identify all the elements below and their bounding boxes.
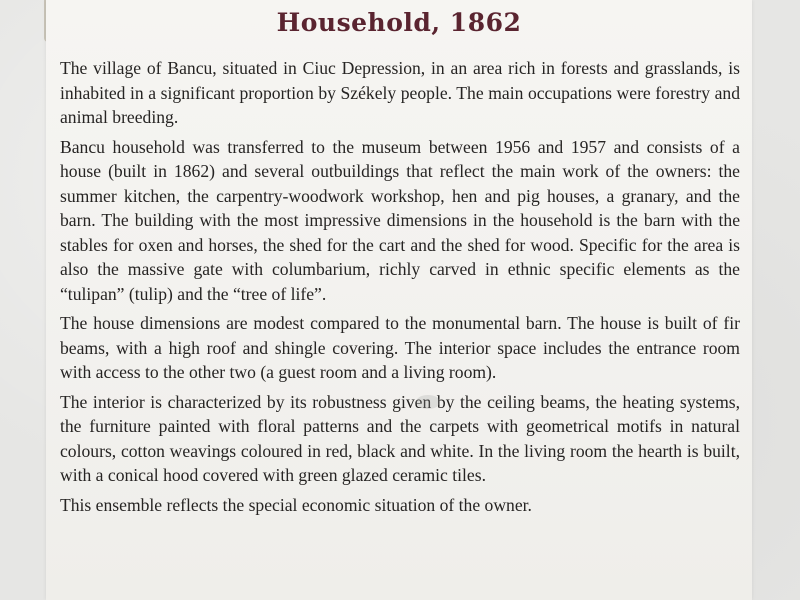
paragraph-interior: The interior is characterized by its robustness given by the ceiling beams, the heating systems, the furniture painted with floral patterns and the carpets with geometrical motifs in natural colours, cotton weavings coloured in red, black and white. In the living room the hearth is built, with a conical hood covered with green glazed ceramic tiles. <box>60 391 740 485</box>
smudge-mark <box>416 395 440 409</box>
panel-body <box>60 56 740 522</box>
paragraph-household: Bancu household was transferred to the museum between 1956 and 1957 and consists of a house (built in 1862) and several outbuildings that reflect the main work of the owners: the summer kitchen, the carpentry-woodwork workshop, hen and pig houses, a granary, and the barn. The building with the most impressive dimensions in the household is the barn with the stables for oxen and horses, the shed for the cart and the shed for wood. Specific for the area is also the massive gate with columbarium, richly carved in ethnic specific elements as the “tulipan” (tulip) and the “tree of life”. <box>60 136 740 304</box>
panel-title: Household, 1862 <box>276 8 522 37</box>
paragraph-ensemble: This ensemble reflects the special economic situation of the owner. <box>60 494 532 515</box>
info-panel <box>46 0 752 600</box>
paragraph-village: The village of Bancu, situated in Ciuc Depression, in an area rich in forests and grasslands, is inhabited in a significant proportion by Székely people. The main occupations were forestry and animal breeding. <box>60 58 740 127</box>
paragraph-house: The house dimensions are modest compared to the monumental barn. The house is built of fir beams, with a high roof and shingle covering. The interior space includes the entrance room with access to the other two (a guest room and a living room). <box>60 313 740 382</box>
